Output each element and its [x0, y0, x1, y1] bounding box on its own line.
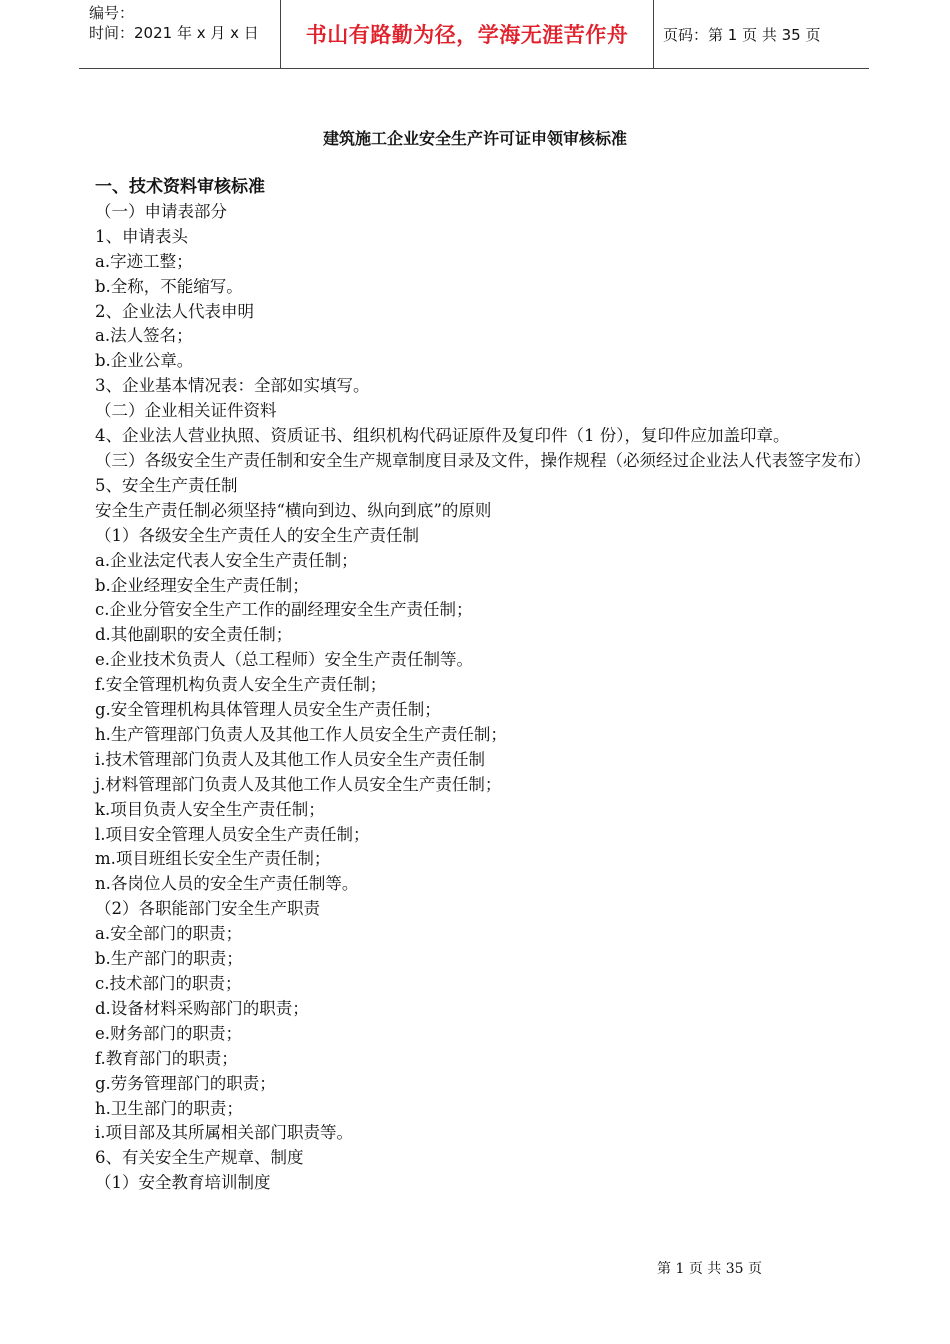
text-line: 5、安全生产责任制 — [95, 475, 238, 495]
text-line: d.设备材料采购部门的职责； — [95, 998, 309, 1018]
text-line: b.企业公章。 — [95, 351, 194, 371]
text-line: a.法人签名； — [95, 326, 193, 346]
header-page-info-cell — [654, 0, 869, 68]
text-line: 安全生产责任制必须坚持“横向到边、纵向到底”的原则 — [95, 500, 492, 520]
text-line: i.项目部及其所属相关部门职责等。 — [95, 1123, 354, 1143]
text-line: k.项目负责人安全生产责任制； — [95, 799, 325, 819]
text-line: g.劳务管理部门的职责； — [95, 1073, 276, 1093]
text-line: （一）申请表部分 — [95, 201, 227, 221]
text-line: b.全称，不能缩写。 — [95, 276, 243, 296]
text-line: e.企业技术负责人（总工程师）安全生产责任制等。 — [95, 650, 474, 670]
text-line: （1）各级安全生产责任人的安全生产责任制 — [95, 525, 419, 545]
text-line: j.材料管理部门负责人及其他工作人员安全生产责任制； — [95, 774, 502, 794]
text-line: a.字迹工整； — [95, 251, 193, 271]
text-line: b.生产部门的职责； — [95, 949, 243, 969]
text-line: 3、企业基本情况表：全部如实填写。 — [95, 376, 370, 396]
text-line: h.生产管理部门负责人及其他工作人员安全生产责任制； — [95, 724, 507, 744]
text-line: a.安全部门的职责； — [95, 924, 243, 944]
text-line: i.技术管理部门负责人及其他工作人员安全生产责任制 — [95, 749, 486, 769]
document-body — [57, 175, 897, 1196]
page-header — [79, 0, 869, 69]
header-motto-cell — [280, 0, 654, 68]
text-line: （1）安全教育培训制度 — [95, 1173, 271, 1193]
header-meta-cell — [79, 0, 280, 68]
text-line: （二）企业相关证件资料 — [95, 401, 277, 421]
text-line: a.企业法定代表人安全生产责任制； — [95, 550, 358, 570]
text-line: （2）各职能部门安全生产职责 — [95, 899, 320, 919]
text-line: 1、申请表头 — [95, 226, 188, 246]
text-line: b.企业经理安全生产责任制； — [95, 575, 309, 595]
text-line: 4、企业法人营业执照、资质证书、组织机构代码证原件及复印件（1 份），复印件应加盖印章。 — [95, 426, 790, 446]
text-line: d.其他副职的安全责任制； — [95, 625, 293, 645]
document-number-label: 编号： — [89, 4, 135, 22]
text-line: c.企业分管安全生产工作的副经理安全生产责任制； — [95, 600, 473, 620]
text-line: l.项目安全管理人员安全生产责任制； — [95, 824, 370, 844]
text-line: g.安全管理机构具体管理人员安全生产责任制； — [95, 700, 441, 720]
header-motto: 书山有路勤为径，学海无涯苦作舟 — [305, 23, 629, 47]
text-paragraph: （三）各级安全生产责任制和安全生产规章制度目录及文件，操作规程（必须经过企业法人代表签字发布） — [95, 450, 871, 470]
footer-page-number: 第 1 页 共 35 页 — [657, 1261, 762, 1277]
text-line: e.财务部门的职责； — [95, 1023, 243, 1043]
document-time-label: 时间：2021 年 x 月 x 日 — [89, 24, 259, 42]
text-line: n.各岗位人员的安全生产责任制等。 — [95, 874, 359, 894]
section-heading: 一、技术资料审核标准 — [95, 177, 265, 197]
text-line: 6、有关安全生产规章、制度 — [95, 1148, 304, 1168]
text-line: f.教育部门的职责； — [95, 1048, 238, 1068]
text-line: c.技术部门的职责； — [95, 974, 242, 993]
header-page-info: 页码：第 1 页 共 35 页 — [663, 25, 821, 44]
text-line: 2、企业法人代表申明 — [95, 301, 254, 321]
text-line: h.卫生部门的职责； — [95, 1098, 243, 1118]
text-line: f.安全管理机构负责人安全生产责任制； — [95, 675, 387, 695]
text-line: m.项目班组长安全生产责任制； — [95, 849, 331, 869]
document-title: 建筑施工企业安全生产许可证申领审核标准 — [322, 129, 627, 148]
